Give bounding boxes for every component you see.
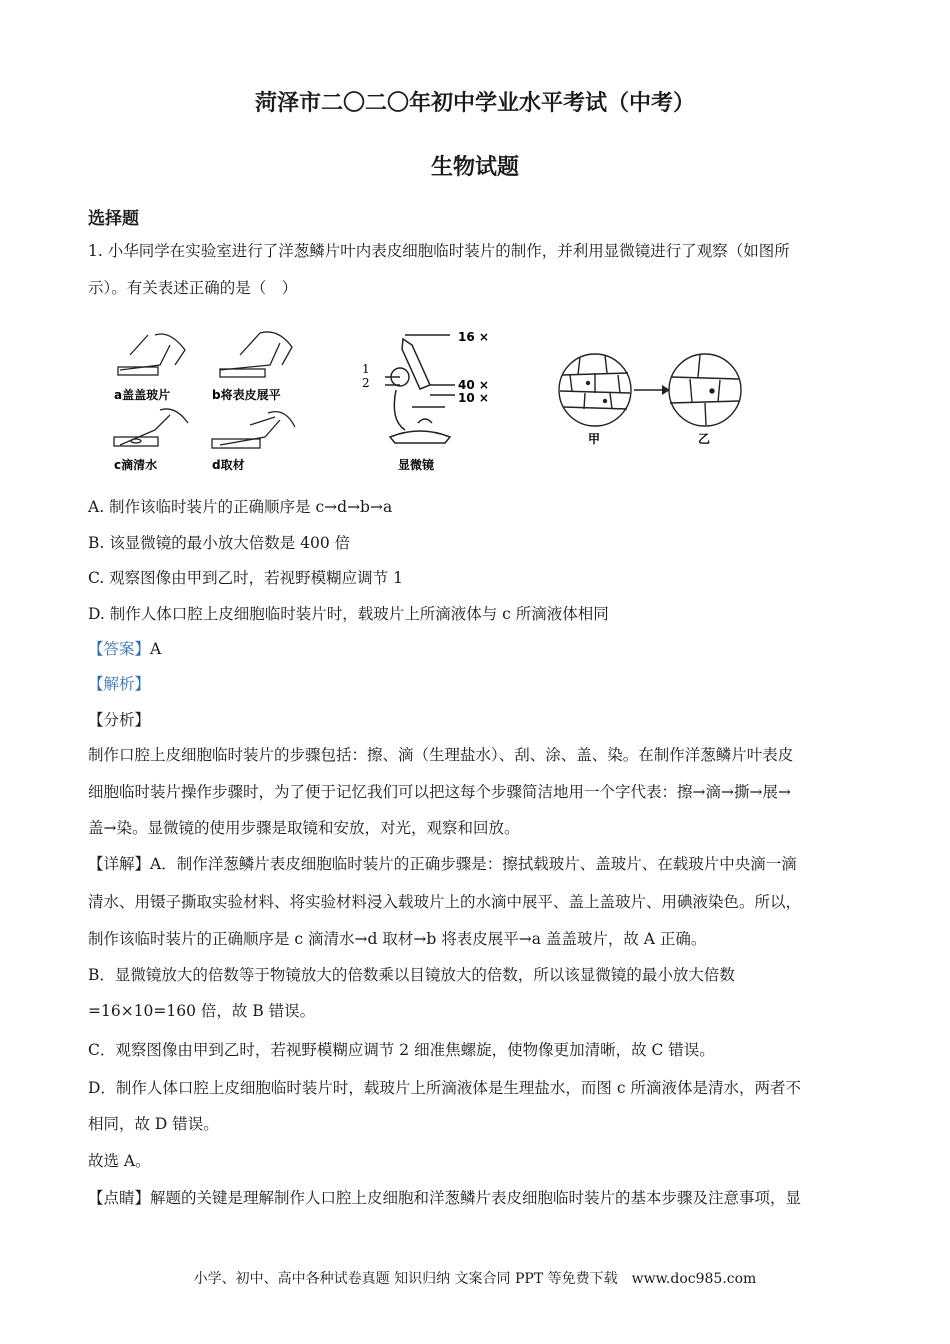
step-d-illustration bbox=[212, 412, 295, 448]
dianjing-row bbox=[88, 1187, 862, 1209]
detail-row bbox=[88, 853, 862, 875]
objective-10-label: 10 × bbox=[458, 391, 489, 405]
view-yi-illustration bbox=[669, 354, 741, 426]
fenxi-line: 细胞临时装片操作步骤时，为了便于记忆我们可以把这每个步骤简洁地用一个字代表：擦→滴→撕→展→ bbox=[88, 783, 791, 801]
step-c-illustration bbox=[114, 409, 188, 446]
detail-line: C．观察图像由甲到乙时，若视野模糊应调节 2 细准焦螺旋，使物像更加清晰，故 C 错误。 bbox=[88, 1041, 715, 1059]
exam-subtitle: 生物试题 bbox=[430, 155, 519, 180]
objective-40-label: 40 × bbox=[458, 378, 489, 392]
detail-line: D．制作人体口腔上皮细胞临时装片时，载玻片上所滴液体是生理盐水，而图 c 所滴液体是清水，两者不 bbox=[88, 1079, 801, 1097]
answer-label: 【答案】 bbox=[88, 640, 151, 658]
step-a-illustration bbox=[118, 334, 185, 375]
view-jia-label: 甲 bbox=[588, 432, 601, 446]
dianjing-text: 解题的关键是理解制作人口腔上皮细胞和洋葱鳞片表皮细胞临时装片的基本步骤及注意事项，显 bbox=[150, 1189, 802, 1207]
detail-line: 制作该临时装片的正确顺序是 c 滴清水→d 取材→b 将表皮展平→a 盖盖玻片，故 A 正确。 bbox=[88, 930, 707, 948]
knob-2-label: 2 bbox=[362, 376, 370, 390]
knob-1-label: 1 bbox=[362, 362, 370, 376]
dianjing-label: 【点睛】 bbox=[88, 1189, 151, 1207]
answer-value: A bbox=[150, 640, 162, 658]
step-b-label: b将表皮展平 bbox=[212, 388, 281, 402]
view-yi-label: 乙 bbox=[698, 432, 711, 446]
microscope-illustration bbox=[385, 335, 455, 443]
option-c: C. 观察图像由甲到乙时，若视野模糊应调节 1 bbox=[88, 569, 403, 587]
detail-label: 【详解】 bbox=[88, 855, 151, 873]
section-title: 选择题 bbox=[88, 209, 139, 229]
detail-line: =16×10=160 倍，故 B 错误。 bbox=[88, 1002, 316, 1020]
answer-row bbox=[88, 638, 862, 660]
question-stem-line1: 1. 小华同学在实验室进行了洋葱鳞片叶内表皮细胞临时装片的制作，并利用显微镜进行了观察（如图所 bbox=[88, 242, 790, 260]
detail-line: 故选 A。 bbox=[88, 1152, 151, 1170]
microscope-label: 显微镜 bbox=[398, 458, 435, 472]
exam-title: 菏泽市二〇二〇年初中学业水平考试（中考） bbox=[254, 91, 695, 116]
step-d-label: d取材 bbox=[212, 458, 245, 472]
page-footer: 小学、初中、高中各种试卷真题 知识归纳 文案合同 PPT 等免费下载 www.doc985.com bbox=[193, 1271, 757, 1287]
fenxi-line: 盖→染。显微镜的使用步骤是取镜和安放，对光，观察和回放。 bbox=[88, 819, 520, 837]
view-jia-illustration bbox=[559, 354, 631, 426]
detail-line: B．显微镜放大的倍数等于物镜放大的倍数乘以目镜放大的倍数，所以该显微镜的最小放大倍数 bbox=[88, 966, 735, 984]
option-d: D. 制作人体口腔上皮细胞临时装片时，载玻片上所滴液体与 c 所滴液体相同 bbox=[88, 605, 609, 623]
step-a-label: a盖盖玻片 bbox=[114, 388, 171, 402]
analysis-label: 【解析】 bbox=[88, 675, 151, 693]
question-figure bbox=[100, 325, 860, 480]
option-b: B. 该显微镜的最小放大倍数是 400 倍 bbox=[88, 534, 351, 552]
arrow-icon bbox=[634, 385, 670, 395]
detail-line: 清水、用镊子撕取实验材料、将实验材料浸入载玻片上的水滴中展平、盖上盖玻片、用碘液染色。所以， bbox=[88, 893, 802, 911]
step-c-label: c滴清水 bbox=[114, 458, 158, 472]
fenxi-line: 制作口腔上皮细胞临时装片的步骤包括：擦、滴（生理盐水）、刮、涂、盖、染。在制作洋葱鳞片叶表皮 bbox=[88, 746, 794, 764]
detail-line: 相同，故 D 错误。 bbox=[88, 1115, 219, 1133]
step-b-illustration bbox=[220, 332, 292, 377]
fenxi-label: 【分析】 bbox=[88, 711, 151, 729]
option-a: A. 制作该临时装片的正确顺序是 c→d→b→a bbox=[88, 498, 393, 516]
detail-line: A．制作洋葱鳞片表皮细胞临时装片的正确步骤是：擦拭载玻片、盖玻片、在载玻片中央滴一滴 bbox=[150, 855, 797, 873]
eyepiece-label: 16 × bbox=[458, 330, 489, 344]
question-stem-line2: 示）。有关表述正确的是（ ） bbox=[88, 279, 298, 297]
